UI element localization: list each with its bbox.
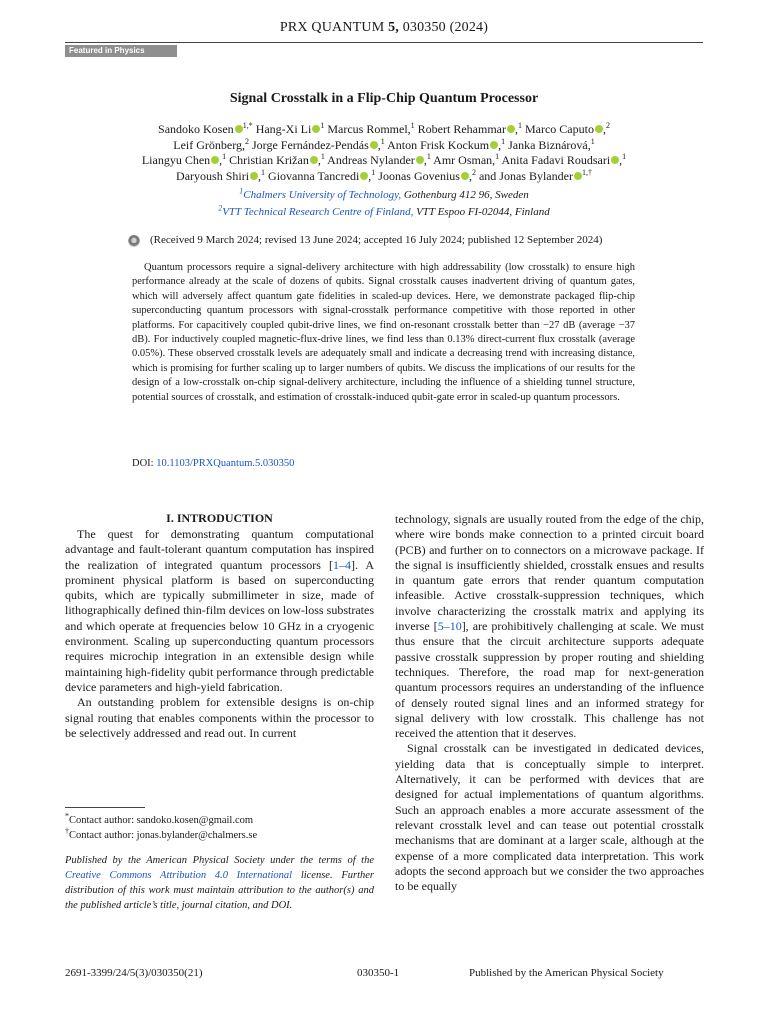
affiliation-2: $^2$VTT Technical Research Centre of Finland, VTT Espoo FI-02044, Finland bbox=[218, 203, 550, 218]
author[interactable]: Leif Grönberg, bbox=[173, 137, 246, 152]
paragraph: The quest for demonstrating quantum computational advantage and fault-tolerant quantum computation has inspired the realization of integrated quantum processors [1–4]. A prominent physical platform is based on superconducting qubits, which are typically submillimeter in size, made of lithographically defined thin-film devices on low-loss substrates and which operate at frequencies below 10 GHz in a cryogenic environment. Scaling up superconducting quantum processors requires microchip integration in an extensible design while maintaining high-fidelity qubit performance through predictable device parameters and high-yield fabrication. bbox=[65, 527, 374, 694]
author[interactable]: Hang-Xi Li bbox=[255, 122, 312, 136]
author[interactable]: Marco Caputo bbox=[524, 122, 594, 136]
orcid-icon[interactable] bbox=[507, 125, 515, 133]
footer-issn: 2691-3399/24/5(3)/030350(21) bbox=[65, 967, 203, 979]
footnote-rule bbox=[65, 807, 145, 808]
paragraph: technology, signals are usually routed from the edge of the chip, where wire bonds make connection to a printed circuit board (PCB) and further on to connectors on a microwave package. If the signal is insufficiently shielded, crosstalk ensues and results in quantum gate errors that render quantum computation infeasible. Active crosstalk-suppression techniques, which involve characterizing the crosstalk matrix and applying its inverse [5–10], are prohibitively challenging at scale. We must thus ensure that the circuit architecture supports adequate passive crosstalk suppression by proper routing and shielding techniques. Therefore, the road map for next-generation quantum processors requires an understanding of the influence of densely routed signal lines and an informed strategy for signal delivery with low crosstalk. This challenge has not received the attention that it deserves. bbox=[395, 512, 704, 741]
orcid-icon[interactable] bbox=[461, 172, 469, 180]
paragraph: An outstanding problem for extensible designs is on-chip signal routing that enables components within the processor to be selectively addressed and read out. In current bbox=[65, 695, 374, 740]
journal-volume: 5, bbox=[388, 20, 399, 35]
author-list: Sandoko Kosen $^{1,*}$ Hang-Xi Li $^1$ Marcus Rommel,$^1$ Robert Rehammar ,$^1$ Marco Caputo ,$^2$ Leif Grönberg,$^2$ Jorge Fernández-Pendás ,$^1$ Anton Frisk Kockum ,$^1$ Janka Biznárová,$^1$ Liangyu Chen ,$^1$ Christian Križan ,$^1$ Andreas Nylander ,$^1$ Amr Osman,$^1$ Anita Fadavi Roudsari ,$^1$ Daryoush Shiri ,$^1$ Giovanna Tancredi ,$^1$ Joonas Govenius ,$^2$ and Jonas Bylander $^{1,\dagger}$ bbox=[141, 121, 627, 183]
doi-link[interactable]: 10.1103/PRXQuantum.5.030350 bbox=[156, 458, 295, 469]
author[interactable]: Andreas Nylander bbox=[327, 153, 415, 167]
featured-badge: Featured in Physics bbox=[65, 45, 177, 57]
orcid-icon[interactable] bbox=[235, 125, 243, 133]
affiliation-1: $^1$Chalmers University of Technology, Gothenburg 412 96, Sweden bbox=[239, 186, 529, 201]
author[interactable]: Janka Biznárová, bbox=[508, 137, 591, 152]
abstract: Quantum processors require a signal-delivery architecture with high addressability (low crosstalk) to ensure high performance already at the scale of dozens of qubits. Signal crosstalk causes inadvertent driving of quantum gates, which will adversely affect quantum gate fidelities in scaled-up devices. Here, we demonstrate packaged flip-chip superconducting quantum processors with signal-crosstalk performance competitive with those reported in other platforms. For capacitively coupled qubit-drive lines, we find on-resonant crosstalk better than −27 dB (average −37 dB). For inductively coupled magnetic-flux-drive lines, we find less than 0.13% direct-current flux crosstalk (average 0.05%). These observed crosstalk levels are adequately small and indicate a decreasing trend with increasing distance, which is promising for further scaling up to larger numbers of qubits. We discuss the implications of our results for the design of a low-crosstalk on-chip signal-delivery architecture, including the influence of a shielding tunnel structure, potential sources of crosstalk, and estimation of crosstalk-induced qubit-gate error in scaled-up quantum processors. bbox=[132, 262, 635, 403]
doi-line: DOI: 10.1103/PRXQuantum.5.030350 bbox=[132, 458, 295, 469]
author[interactable]: Anton Frisk Kockum bbox=[387, 137, 490, 152]
author[interactable]: Daryoush Shiri bbox=[176, 168, 250, 183]
author[interactable]: Marcus Rommel, bbox=[327, 122, 411, 136]
orcid-icon[interactable] bbox=[595, 125, 603, 133]
author[interactable]: Amr Osman, bbox=[433, 153, 496, 167]
journal-header bbox=[0, 20, 768, 36]
orcid-icon[interactable] bbox=[490, 141, 498, 149]
footer-publisher: Published by the American Physical Society bbox=[469, 967, 664, 979]
author[interactable]: Christian Križan bbox=[229, 153, 309, 167]
footer-page-number: 030350-1 bbox=[357, 967, 400, 979]
orcid-icon[interactable] bbox=[611, 156, 619, 164]
check-for-updates-icon[interactable] bbox=[128, 235, 140, 247]
author[interactable]: Liangyu Chen bbox=[141, 153, 211, 167]
left-column bbox=[65, 527, 374, 741]
paragraph: Signal crosstalk can be investigated in dedicated devices, yielding data that is conceptually simple to interpret. Alternatively, it can be performed with devices that are designed for actual implementations of quantum algorithms. Such an approach enables a more accurate assessment of the relevant crosstalk level and can tease out potential crosstalk mechanisms that are dominant at a larger scale, although at the expense of a more complicated data interpretation. This work adopts the second approach but we consider the two approaches to be equally bbox=[395, 741, 704, 894]
author[interactable]: Sandoko Kosen bbox=[158, 122, 234, 136]
orcid-icon[interactable] bbox=[310, 156, 318, 164]
author[interactable]: Jorge Fernández-Pendás bbox=[252, 137, 369, 152]
reference-link[interactable]: 1–4 bbox=[332, 557, 351, 572]
orcid-icon[interactable] bbox=[574, 172, 582, 180]
license-notice: Published by the American Physical Society under the terms of the Creative Commons Attribution 4.0 International license. Further distribution of this work must maintain attribution to the author(s) and the published article’s title, journal citation, and DOI. bbox=[65, 855, 374, 911]
author[interactable]: Robert Rehammar bbox=[417, 122, 506, 136]
author[interactable]: Anita Fadavi Roudsari bbox=[501, 153, 611, 167]
paper-title: Signal Crosstalk in a Flip-Chip Quantum Processor bbox=[229, 91, 539, 106]
journal-name: PRX QUANTUM bbox=[279, 20, 385, 35]
author[interactable]: and Jonas Bylander bbox=[478, 168, 573, 183]
affiliation-link[interactable]: VTT Technical Research Centre of Finland, bbox=[222, 206, 414, 218]
section-heading: I. INTRODUCTION bbox=[166, 511, 273, 525]
reference-link[interactable]: 5–10 bbox=[437, 619, 462, 634]
author[interactable]: Giovanna Tancredi bbox=[268, 168, 360, 183]
right-column bbox=[395, 512, 704, 894]
header-rule bbox=[65, 42, 703, 43]
orcid-icon[interactable] bbox=[370, 141, 378, 149]
footnote-1: *Contact author: sandoko.kosen@gmail.com bbox=[65, 811, 254, 826]
footnote-2: †Contact author: jonas.bylander@chalmers.se bbox=[65, 826, 258, 841]
affiliation-link[interactable]: Chalmers University of Technology, bbox=[243, 189, 402, 201]
orcid-icon[interactable] bbox=[250, 172, 258, 180]
orcid-icon[interactable] bbox=[416, 156, 424, 164]
author[interactable]: Joonas Govenius bbox=[378, 168, 460, 183]
received-dates: (Received 9 March 2024; revised 13 June 2024; accepted 16 July 2024; published 12 September 2024) bbox=[150, 234, 603, 246]
orcid-icon[interactable] bbox=[211, 156, 219, 164]
license-link[interactable]: Creative Commons Attribution 4.0 International bbox=[65, 870, 293, 881]
journal-article-number: 030350 (2024) bbox=[402, 20, 489, 35]
orcid-icon[interactable] bbox=[360, 172, 368, 180]
